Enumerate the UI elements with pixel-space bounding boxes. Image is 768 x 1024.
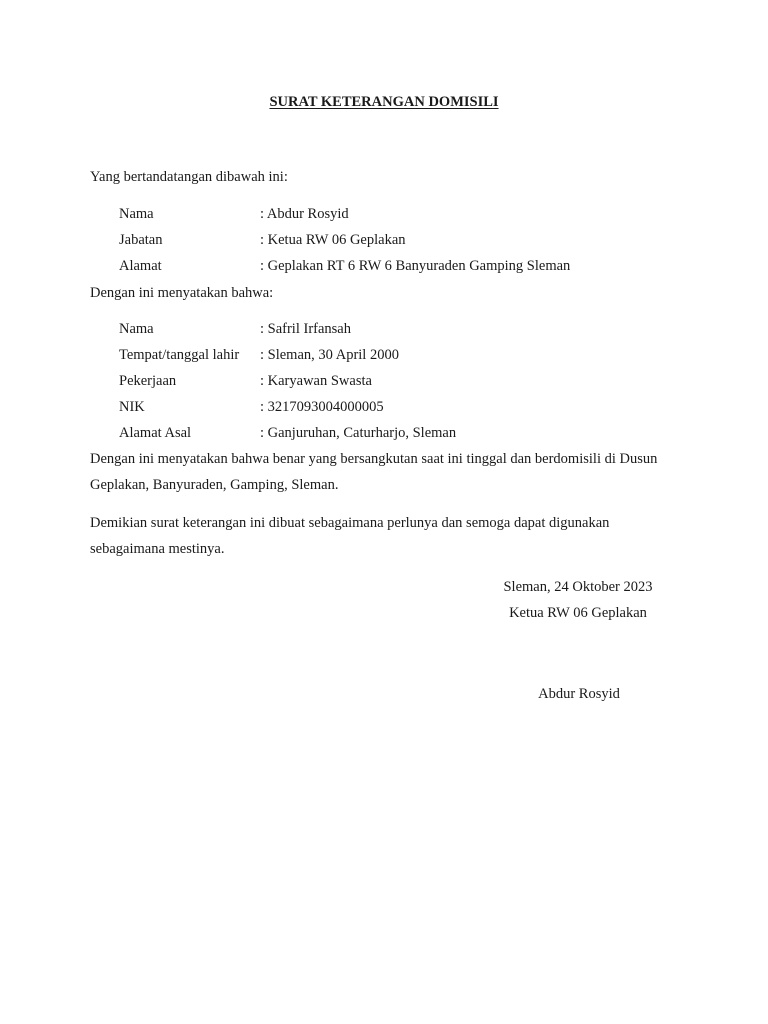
subject-origin-address-label: Alamat Asal [119, 425, 192, 441]
signature-place-date: Sleman, 24 Oktober 2023 [503, 579, 653, 595]
subject-occupation-value: : Karyawan Swasta [260, 373, 372, 389]
signer-position-value: : Ketua RW 06 Geplakan [260, 232, 406, 248]
signer-address-label: Alamat [119, 258, 162, 274]
subject-name-value: : Safril Irfansah [260, 321, 351, 337]
signer-name-value: : Abdur Rosyid [260, 206, 349, 222]
subject-nik-label: NIK [119, 399, 145, 415]
closing-paragraph: Demikian surat keterangan ini dibuat sebagaimana perlunya dan semoga dapat digunakan sebagaimana mestinya. [90, 515, 610, 557]
statement-intro: Dengan ini menyatakan bahwa: [90, 285, 274, 301]
subject-occupation-label: Pekerjaan [119, 373, 177, 389]
signature-position: Ketua RW 06 Geplakan [509, 605, 647, 621]
intro-text: Yang bertandatangan dibawah ini: [90, 169, 288, 185]
signer-name-label: Nama [119, 206, 154, 222]
subject-origin-address-value: : Ganjuruhan, Caturharjo, Sleman [260, 425, 457, 441]
letter-title: SURAT KETERANGAN DOMISILI [269, 94, 499, 110]
signer-address-value: : Geplakan RT 6 RW 6 Banyuraden Gamping Sleman [260, 258, 571, 274]
subject-birth-value: : Sleman, 30 April 2000 [260, 347, 399, 363]
signature-name: Abdur Rosyid [538, 686, 620, 702]
signer-position-label: Jabatan [119, 232, 163, 248]
subject-name-label: Nama [119, 321, 154, 337]
subject-nik-value: : 3217093004000005 [260, 399, 384, 415]
statement-body: Dengan ini menyatakan bahwa benar yang bersangkutan saat ini tinggal dan berdomisili di Dusun Geplakan, Banyuraden, Gamping, Sleman. [90, 451, 658, 493]
subject-birth-label: Tempat/tanggal lahir [119, 347, 240, 363]
